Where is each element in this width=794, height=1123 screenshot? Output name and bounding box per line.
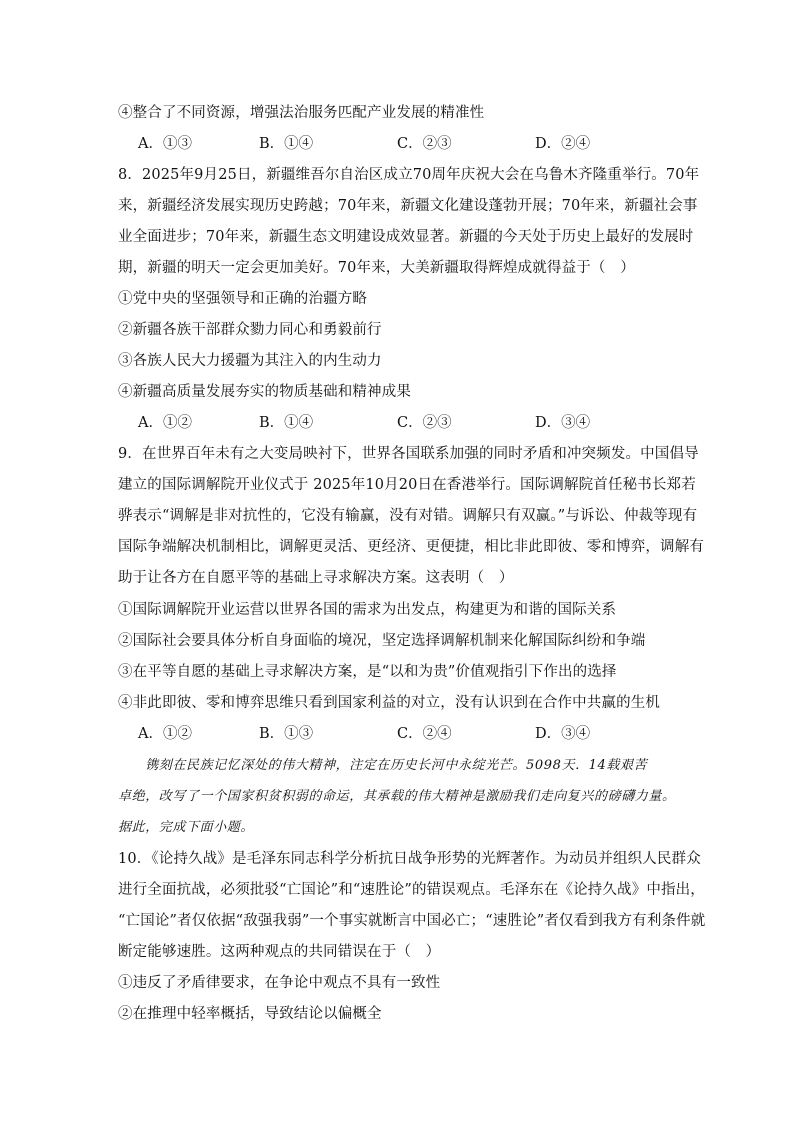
q9-option-1: ①国际调解院开业运营以世界各国的需求为出发点，构建更为和谐的国际关系 [118,602,617,618]
q7-choice-c: C．②③ [397,136,452,152]
q10-option-1: ①违反了矛盾律要求，在争论中观点不具有一致性 [118,975,441,991]
q8-choice-d: D．③④ [535,415,591,431]
q8-option-1: ①党中央的坚强领导和正确的治疆方略 [118,291,368,307]
q9-stem-line-1: 9．在世界百年未有之大变局映衬下，世界各国联系加强的同时矛盾和冲突频发。中国倡导 [118,446,699,462]
q10-stem-line-2: 进行全面抗战，必须批驳“亡国论”和“速胜论”的错误观点。毛泽东在《论持久战》中指出， [118,882,705,898]
q8-stem-line-4: 期，新疆的明天一定会更加美好。70年来，大美新疆取得辉煌成就得益于（ ） [118,260,635,276]
q7-option-4: ④整合了不同资源，增强法治服务匹配产业发展的精准性 [118,105,485,121]
q8-choice-b: B．①④ [259,415,314,431]
q8-option-4: ④新疆高质量发展夯实的物质基础和精神成果 [118,384,411,400]
q7-choice-b: B．①④ [259,136,314,152]
q8-stem-line-1: 8．2025年9月25日，新疆维吾尔自治区成立70周年庆祝大会在乌鲁木齐隆重举行。70年 [118,167,700,183]
q9-choice-c: C．②④ [397,726,452,742]
q10-stem-line-4: 断定能够速胜。这两种观点的共同错误在于（ ） [118,944,441,960]
q9-stem-line-2: 建立的国际调解院开业仪式于 2025年10月20日在香港举行。国际调解院首任秘书长郑若 [118,477,696,493]
q10-stem-line-3: “亡国论”者仅依据“敌强我弱”一个事实就断言中国必亡；“速胜论”者仅看到我方有利条件就 [118,913,706,929]
q10-option-2: ②在推理中轻率概括，导致结论以偏概全 [118,1006,382,1022]
q8-option-3: ③各族人民大力援疆为其注入的内生动力 [118,353,382,369]
q8-stem-line-3: 业全面进步；70年来，新疆生态文明建设成效显著。新疆的今天处于历史上最好的发展时 [118,229,694,245]
q8-choice-a: A．①② [138,415,192,431]
q9-choice-b: B．①③ [259,726,314,742]
q9-option-4: ④非此即彼、零和博弈思维只看到国家利益的对立，没有认识到在合作中共赢的生机 [118,695,661,711]
q7-choice-d: D．②④ [535,136,591,152]
q8-choice-c: C．②③ [397,415,452,431]
q9-option-2: ②国际社会要具体分析自身面临的境况，坚定选择调解机制来化解国际纠纷和争端 [118,633,646,649]
q9-choice-a: A．①② [138,726,192,742]
q9-option-3: ③在平等自愿的基础上寻求解决方案，是“以和为贵”价值观指引下作出的选择 [118,664,617,680]
q7-choice-a: A．①③ [138,136,192,152]
q8-option-2: ②新疆各族干部群众勠力同心和勇毅前行 [118,322,382,338]
q9-choice-d: D．③④ [535,726,591,742]
q9-stem-line-3: 骅表示“调解是非对抗性的，它没有输赢，没有对错。调解只有双赢。”与诉讼、仲裁等现有 [118,508,698,524]
material-line-1: 镌刻在民族记忆深处的伟大精神，注定在历史长河中永绽光芒。5098天．14载艰苦 [118,758,648,773]
q10-stem-line-1: 10．《论持久战》是毛泽东同志科学分析抗日战争形势的光辉著作。为动员并组织人民群众 [118,851,701,867]
q8-stem-line-2: 来，新疆经济发展实现历史跨越；70年来，新疆文化建设蓬勃开展；70年来，新疆社会事 [118,198,698,214]
material-line-3: 据此，完成下面小题。 [118,820,255,835]
material-line-2: 卓绝，改写了一个国家积贫积弱的命运，其承载的伟大精神是激励我们走向复兴的磅礴力量。 [118,789,676,804]
q9-stem-line-4: 国际争端解决机制相比，调解更灵活、更经济、更便捷，相比非此即彼、零和博弈，调解有 [118,539,704,555]
q9-stem-line-5: 助于让各方在自愿平等的基础上寻求解决方案。这表明（ ） [118,570,514,586]
